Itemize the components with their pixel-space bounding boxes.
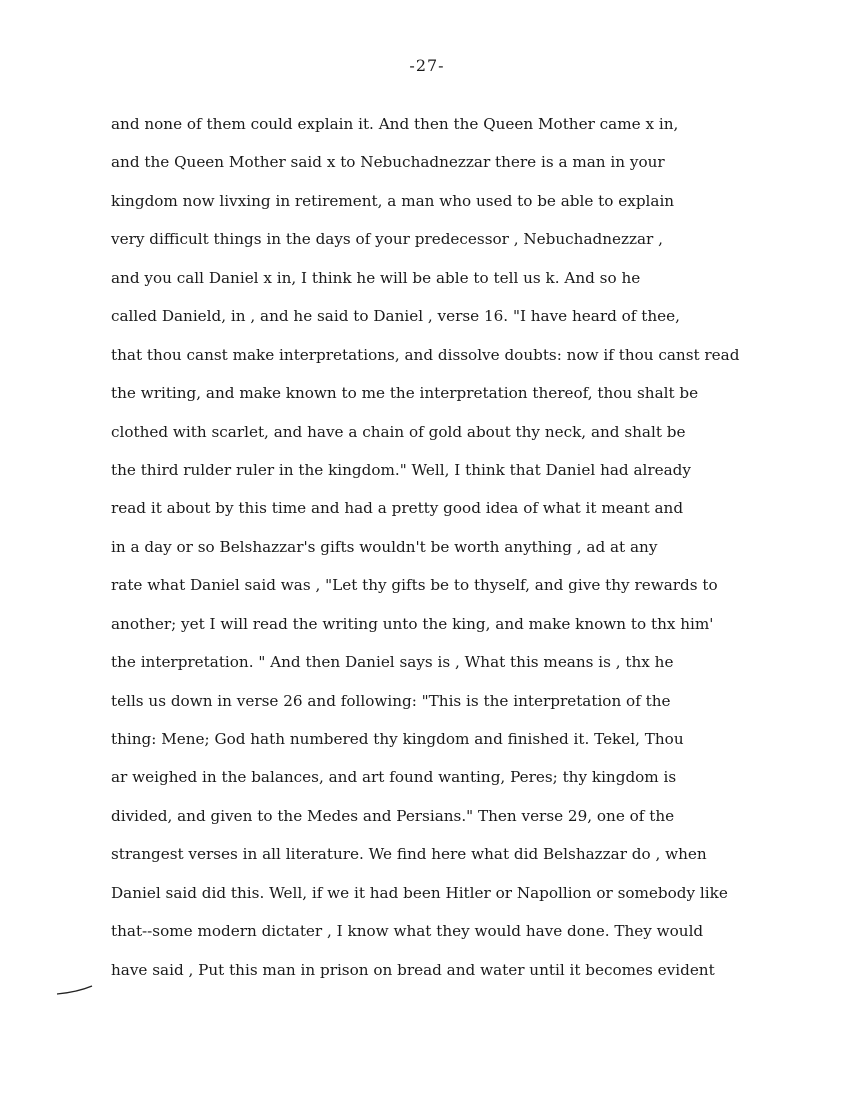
text-line: and you call Daniel x in, I think he will be able to tell us k. And so he — [111, 268, 641, 287]
text-line: another; yet I will read the writing unto the king, and make known to thx him' — [111, 614, 714, 633]
text-line: the writing, and make known to me the interpretation thereof, thou shalt be — [111, 384, 699, 403]
text-line: the third rulder ruler in the kingdom." Well, I think that Daniel had already — [111, 460, 691, 479]
text-line: in a day or so Belshazzar's gifts wouldn't be worth anything , ad at any — [111, 537, 658, 556]
margin-pen-mark — [56, 978, 96, 998]
text-line: read it about by this time and had a pretty good idea of what it meant and — [111, 499, 684, 518]
text-line: the interpretation. " And then Daniel says is , What this means is , thx he — [111, 653, 674, 672]
text-line: strangest verses in all literature. We find here what did Belshazzar do , when — [111, 845, 707, 864]
page-number: -27- — [409, 56, 445, 75]
body-text — [111, 113, 801, 997]
text-line: clothed with scarlet, and have a chain of gold about thy neck, and shalt be — [111, 422, 686, 441]
text-line: Daniel said did this. Well, if we it had been Hitler or Napollion or somebody like — [111, 883, 728, 902]
text-line: tells us down in verse 26 and following: "This is the interpretation of the — [111, 691, 671, 710]
text-line: very difficult things in the days of your predecessor , Nebuchadnezzar , — [111, 230, 663, 249]
text-line: kingdom now livxing in retirement, a man who used to be able to explain — [111, 191, 675, 210]
text-line: that--some modern dictater , I know what they would have done. They would — [111, 922, 704, 941]
text-line: and the Queen Mother said x to Nebuchadnezzar there is a man in your — [111, 153, 665, 172]
text-line: thing: Mene; God hath numbered thy kingdom and finished it. Tekel, Thou — [111, 730, 684, 748]
text-line: rate what Daniel said was , "Let thy gifts be to thyself, and give thy rewards to — [111, 576, 718, 595]
text-line: have said , Put this man in prison on bread and water until it becomes evident — [111, 960, 715, 979]
text-line: ar weighed in the balances, and art found wanting, Peres; thy kingdom is — [111, 768, 677, 787]
text-line: and none of them could explain it. And then the Queen Mother came x in, — [111, 115, 679, 133]
text-line: called Danield, in , and he said to Daniel , verse 16. "I have heard of thee, — [111, 307, 680, 326]
text-line: divided, and given to the Medes and Persians." Then verse 29, one of the — [111, 806, 675, 825]
text-line: that thou canst make interpretations, and dissolve doubts: now if thou canst read — [111, 345, 740, 364]
